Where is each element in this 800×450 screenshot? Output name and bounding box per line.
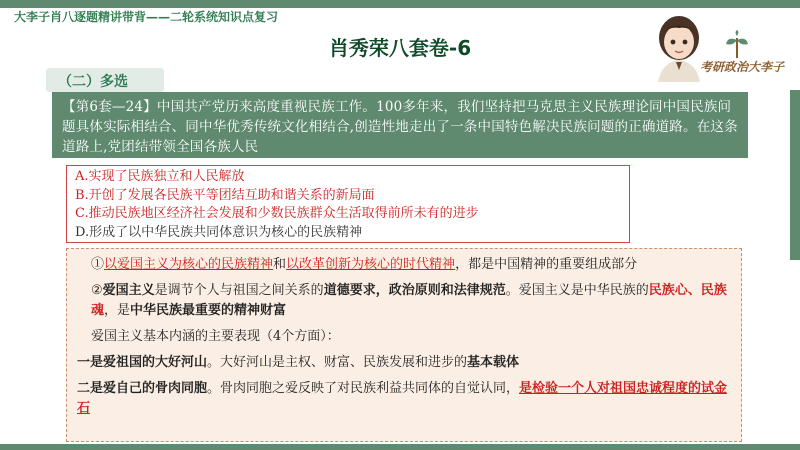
option-c[interactable]: C.推动民族地区经济社会发展和少数民族群众生活取得前所未有的进步 xyxy=(75,206,479,221)
option-a[interactable]: A.实现了民族独立和人民解放 xyxy=(75,169,245,184)
option-b[interactable]: B.开创了发展各民族平等团结互助和谐关系的新局面 xyxy=(75,187,375,203)
analysis-panel xyxy=(66,248,742,442)
highlight-national-soul: 民族心、民族魂 xyxy=(91,283,727,318)
series-title: 大李子肖八逐题精讲带背——二轮系统知识点复习 xyxy=(14,10,279,24)
analysis-point-2: ②爱国主义是调节个人与祖国之间关系的道德要求，政治原则和法律规范。爱国主义是中华民族的民族心、民族魂，是中华民族最重要的精神财富 xyxy=(91,283,727,318)
question-stem: 【第6套—24】中国共产党历来高度重视民族工作。100多年来，我们坚持把马克思主义民族理论同中国民族问题具体实际相结合、同中华优秀传统文化相结合,创造性地走出了一条中国特色解决民族问题的正确道路。在这条道路上,党团结带领全国各族人民 xyxy=(52,92,748,158)
analysis-point-3: 爱国主义基本内涵的主要表现（4个方面）： xyxy=(91,329,340,344)
top-accent-bar xyxy=(0,0,800,8)
section-label: （二）多选 xyxy=(58,74,128,90)
analysis-point-4: 一是爱祖国的大好河山。大好河山是主权、财富、民族发展和进步的基本载体 xyxy=(77,355,520,370)
page-title: 肖秀荣八套卷-6 xyxy=(328,36,472,60)
option-d[interactable]: D.形成了以中华民族共同体意识为核心的民族精神 xyxy=(75,224,363,240)
analysis-point-5: 二是爱自己的骨肉同胞。骨肉同胞之爱反映了对民族利益共同体的自觉认同，是检验一个人对祖国忠诚程度的试金石 xyxy=(77,381,728,416)
right-accent-bar xyxy=(790,90,800,260)
highlight-touchstone: 是检验一个人对祖国忠诚程度的试金石 xyxy=(77,381,728,416)
highlight-national-spirit: 以爱国主义为核心的民族精神 xyxy=(104,257,274,272)
bottom-accent-bar xyxy=(0,444,800,450)
logo-text: 考研政治大李子 xyxy=(700,60,785,74)
logo-leaf-icon xyxy=(722,30,752,60)
options-list xyxy=(66,165,630,243)
highlight-era-spirit: 以改革创新为核心的时代精神 xyxy=(286,257,456,272)
analysis-point-1: ①以爱国主义为核心的民族精神和以改革创新为核心的时代精神，都是中国精神的重要组成部分 xyxy=(91,257,638,272)
